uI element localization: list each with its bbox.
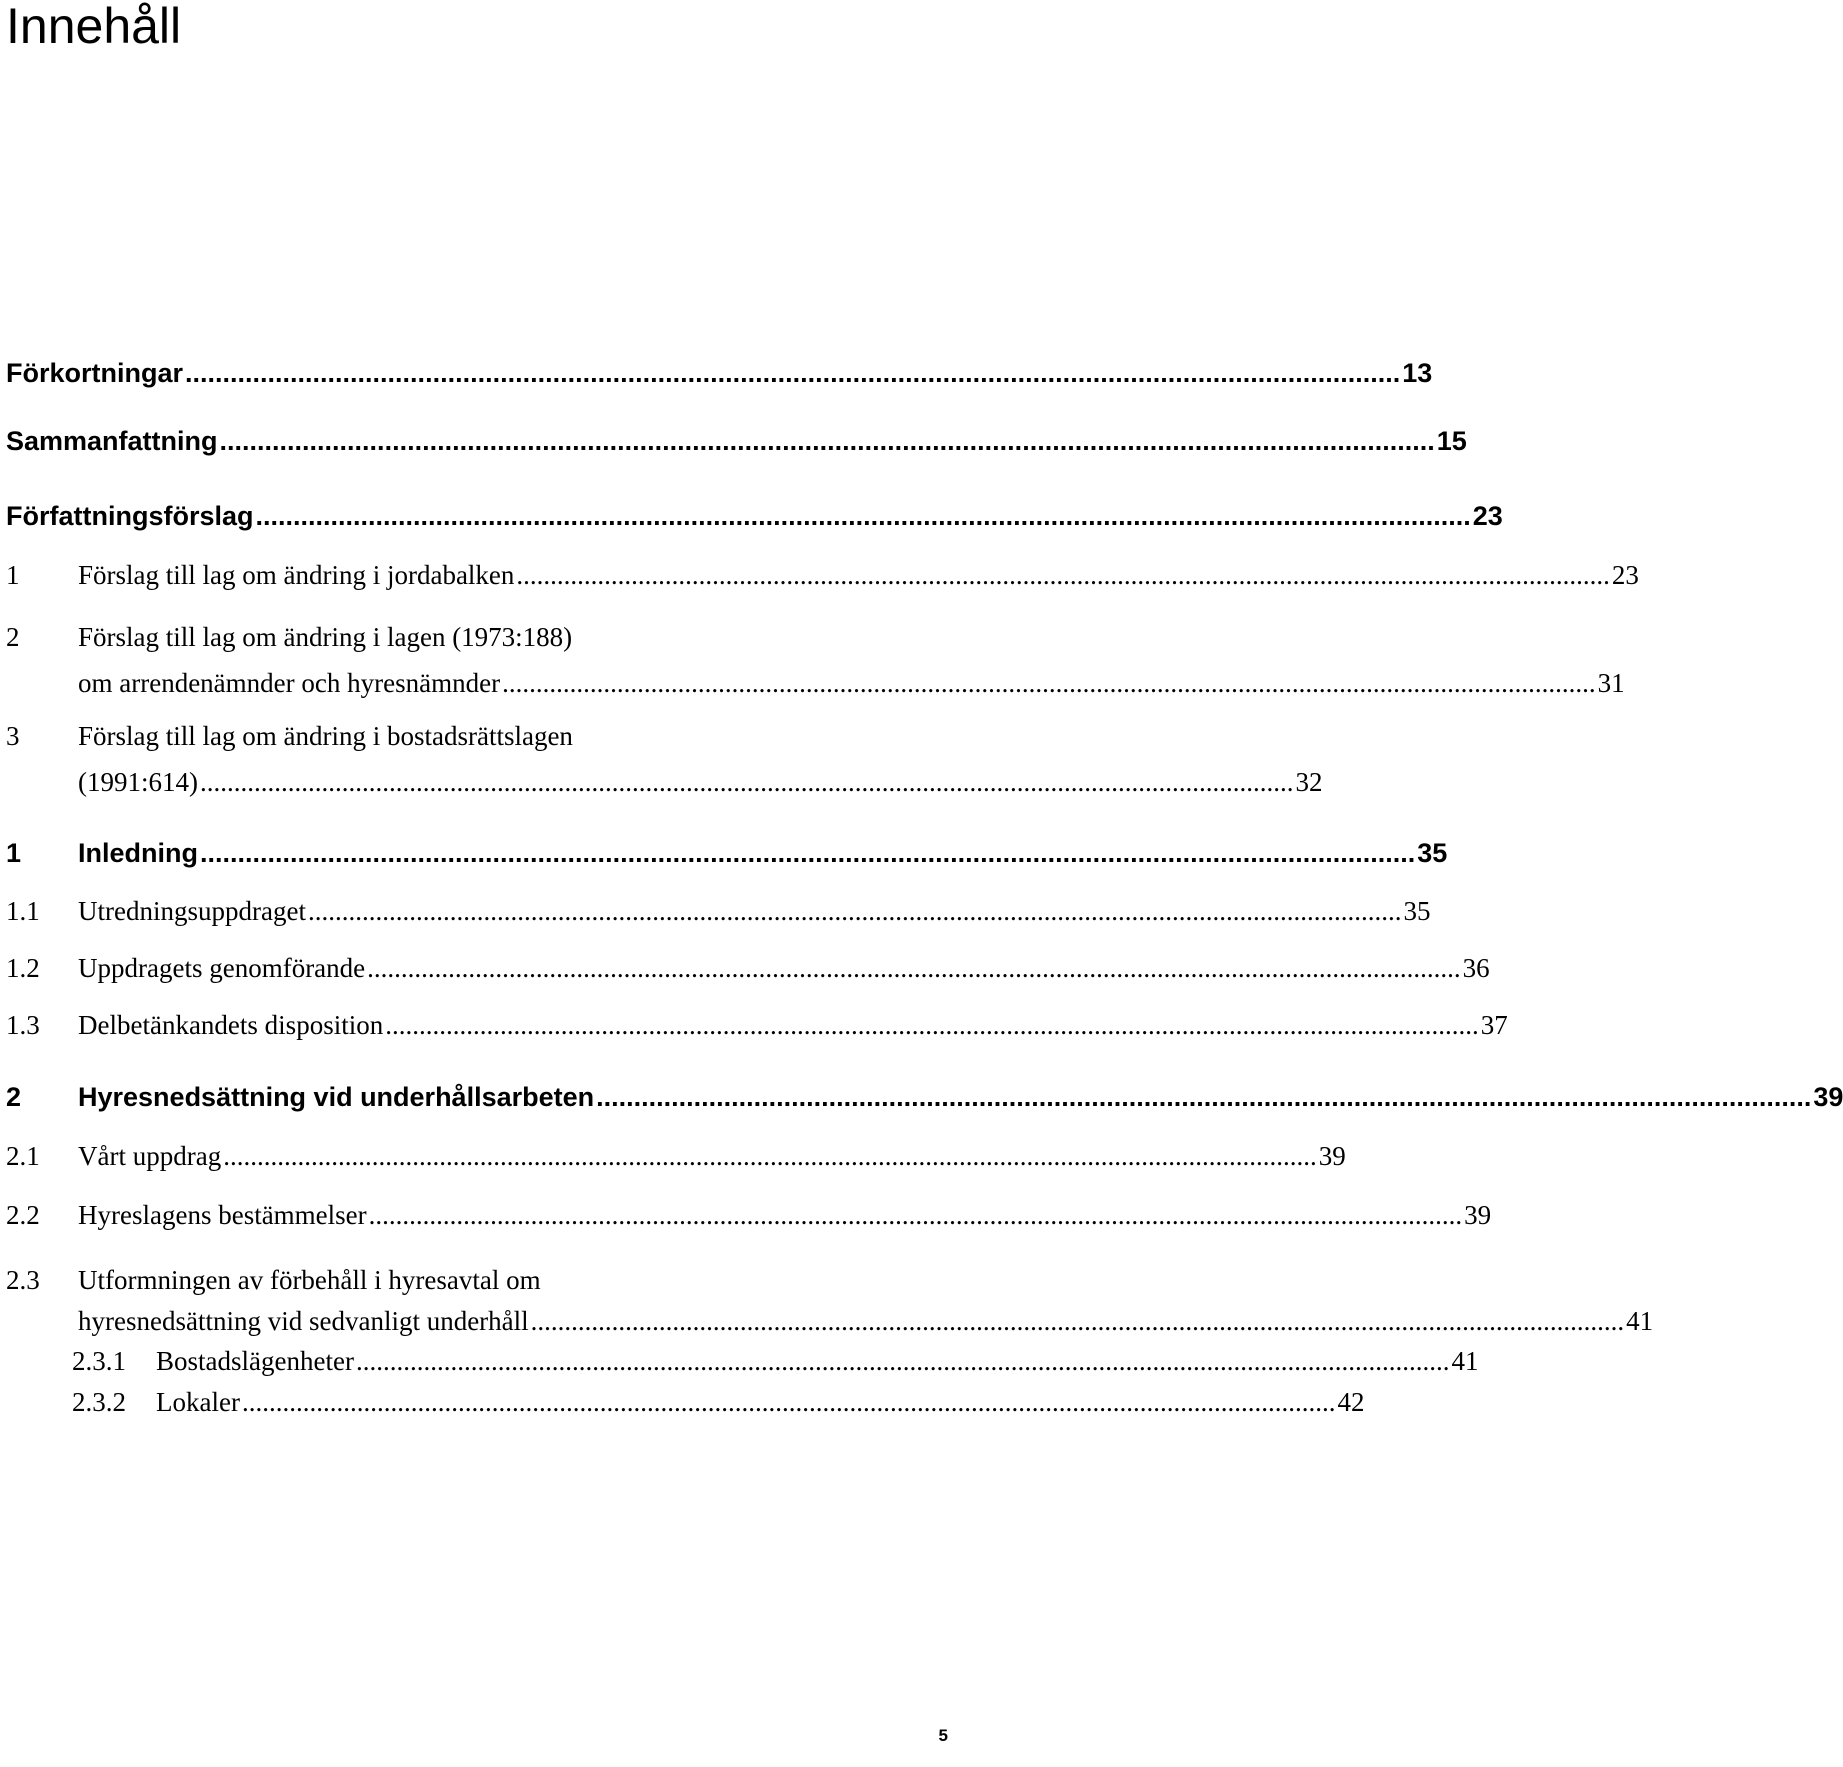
toc-entry-title: Delbetänkandets disposition <box>78 1010 384 1040</box>
dot-leader: .................................................................................................................................................................. <box>385 1010 1479 1040</box>
toc-entry-page: 35 <box>1403 896 1431 926</box>
toc-entry-number: 2.2 <box>6 1200 40 1230</box>
toc-entry-title: Hyresnedsättning vid underhållsarbeten <box>78 1082 595 1112</box>
toc-entry-title: Inledning <box>78 838 198 868</box>
toc-entry-forkortningar[interactable] <box>6 350 1433 396</box>
toc-entry-2-3-1[interactable] <box>6 1338 1479 1384</box>
toc-entry-page: 39 <box>1318 1141 1346 1171</box>
toc-entry-1-2[interactable] <box>6 945 1490 991</box>
toc-entry-sammanfattning[interactable] <box>6 418 1467 464</box>
toc-entry-title: Bostadslägenheter <box>156 1346 354 1376</box>
toc-entry-page: 42 <box>1337 1387 1365 1417</box>
toc-entry-chapter-2[interactable] <box>6 1074 1843 1120</box>
toc-entry-number: 2.3.1 <box>72 1346 126 1376</box>
toc-entry-title-line1: Utformningen av förbehåll i hyresavtal om <box>78 1265 541 1295</box>
toc-entry-page: 39 <box>1464 1200 1492 1230</box>
toc-entry-number: 2.1 <box>6 1141 40 1171</box>
dot-leader: .................................................................................................................................................................. <box>255 501 1471 531</box>
toc-entry-1-1[interactable] <box>6 888 1431 934</box>
toc-entry-number: 1 <box>6 560 20 590</box>
dot-leader: .................................................................................................................................................................. <box>368 1200 1463 1230</box>
page-title: Innehåll <box>6 0 182 54</box>
toc-entry-page: 31 <box>1597 668 1625 698</box>
toc-entry-title: Sammanfattning <box>6 426 218 456</box>
toc-entry-page: 23 <box>1472 501 1503 531</box>
toc-entry-chapter-1[interactable] <box>6 830 1448 876</box>
toc-entry-title: hyresnedsättning vid sedvanligt underhåll <box>78 1306 529 1336</box>
toc-entry-title: Utredningsuppdraget <box>78 896 306 926</box>
toc-entry-number: 1 <box>6 838 22 868</box>
toc-entry-number: 3 <box>6 721 20 751</box>
dot-leader: .................................................................................................................................................................. <box>355 1346 1450 1376</box>
toc-entry-page: 41 <box>1626 1306 1654 1336</box>
toc-entry-page: 36 <box>1462 953 1490 983</box>
toc-entry-page: 37 <box>1480 1010 1508 1040</box>
toc-entry-forfattningsforslag[interactable] <box>6 493 1503 539</box>
toc-entry-number: 2 <box>6 622 20 652</box>
dot-leader: .................................................................................................................................................................. <box>185 358 1401 388</box>
toc-entry-title: Förslag till lag om ändring i jordabalken <box>78 560 515 590</box>
toc-entry-number: 1.3 <box>6 1010 40 1040</box>
toc-entry-title-line1: Förslag till lag om ändring i lagen (1973:188) <box>78 622 573 652</box>
dot-leader: .................................................................................................................................................................. <box>241 1387 1336 1417</box>
toc-entry-2-2[interactable] <box>6 1192 1492 1238</box>
dot-leader: .................................................................................................................................................................. <box>307 896 1402 926</box>
toc-entry-page: 35 <box>1417 838 1448 868</box>
toc-entry-page: 41 <box>1451 1346 1479 1376</box>
dot-leader: .................................................................................................................................................................. <box>219 426 1435 456</box>
dot-leader: .................................................................................................................................................................. <box>367 953 1461 983</box>
toc-entry-2-1[interactable] <box>6 1133 1346 1179</box>
dot-leader: .................................................................................................................................................................. <box>223 1141 1317 1171</box>
toc-entry-title: Lokaler <box>156 1387 240 1417</box>
toc-entry-page: 15 <box>1436 426 1467 456</box>
toc-entry-title: Hyreslagens bestämmelser <box>78 1200 367 1230</box>
toc-entry-forslag-1[interactable] <box>6 552 1639 598</box>
toc-entry-title: (1991:614) <box>78 767 198 797</box>
toc-entry-number: 2.3.2 <box>72 1387 126 1417</box>
dot-leader: .................................................................................................................................................................. <box>530 1306 1625 1336</box>
toc-entry-page: 13 <box>1402 358 1433 388</box>
toc-entry-forslag-3[interactable] <box>6 713 1323 797</box>
toc-entry-page: 32 <box>1295 767 1323 797</box>
page-number: 5 <box>938 1726 948 1745</box>
toc-entry-number: 2.3 <box>6 1265 40 1295</box>
dot-leader: .................................................................................................................................................................. <box>596 1082 1812 1112</box>
toc-entry-number: 1.2 <box>6 953 40 983</box>
toc-entry-title: Uppdragets genomförande <box>78 953 366 983</box>
toc-entry-2-3[interactable] <box>6 1257 1654 1336</box>
toc-entry-title-line1: Förslag till lag om ändring i bostadsrättslagen <box>78 721 573 751</box>
toc-entry-title: Författningsförslag <box>6 501 254 531</box>
dot-leader: .................................................................................................................................................................. <box>516 560 1610 590</box>
toc-entry-2-3-2[interactable] <box>6 1379 1365 1425</box>
dot-leader: .................................................................................................................................................................. <box>502 668 1596 698</box>
toc-entry-forslag-2[interactable] <box>6 614 1625 698</box>
toc-entry-title: Förkortningar <box>6 358 184 388</box>
toc-entry-page: 39 <box>1813 1082 1843 1112</box>
toc-entry-title: Vårt uppdrag <box>78 1141 222 1171</box>
dot-leader: .................................................................................................................................................................. <box>199 838 1416 868</box>
toc-entry-number: 2 <box>6 1082 22 1112</box>
toc-entry-page: 23 <box>1611 560 1639 590</box>
toc-entry-title: om arrendenämnder och hyresnämnder <box>78 668 501 698</box>
toc-entry-1-3[interactable] <box>6 1002 1508 1048</box>
toc-entry-number: 1.1 <box>6 896 40 926</box>
dot-leader: .................................................................................................................................................................. <box>199 767 1294 797</box>
